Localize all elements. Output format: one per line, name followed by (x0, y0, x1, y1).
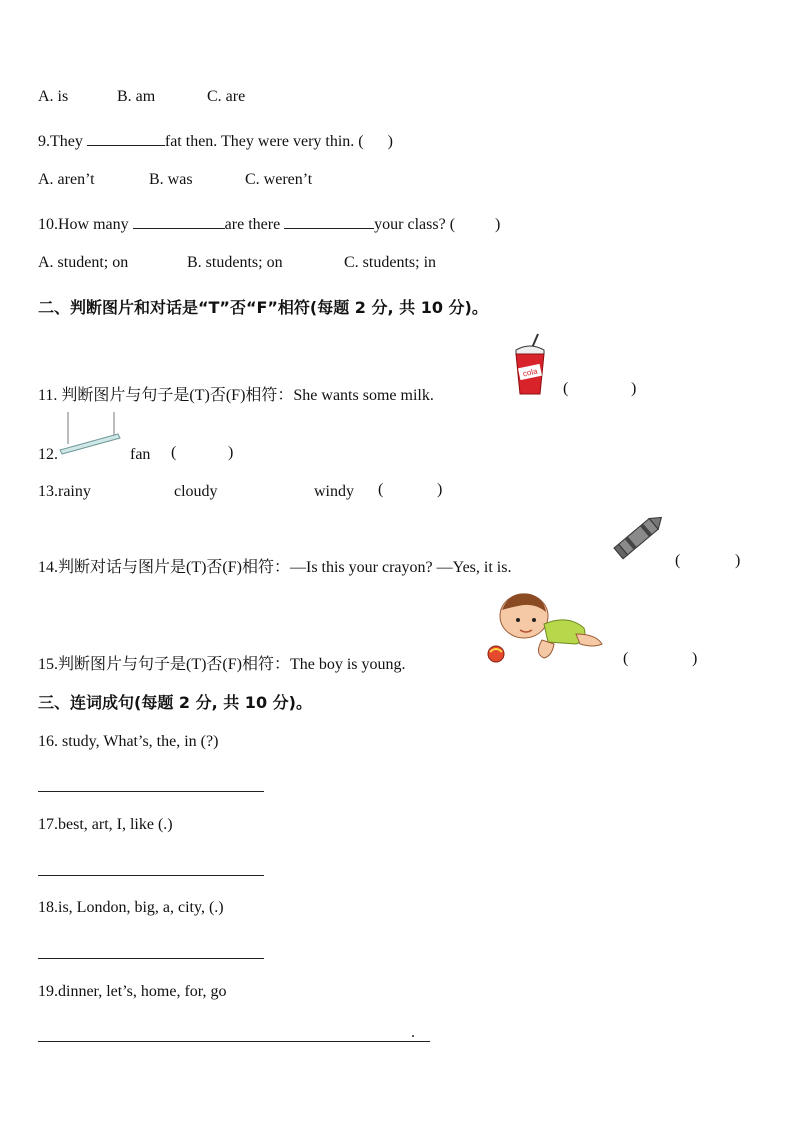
q10-option-b: B. students; on (187, 254, 283, 271)
q15-paren-open: ( (623, 650, 629, 667)
q12-word: fan (130, 446, 151, 463)
q12-paren-close: ) (228, 444, 234, 461)
q19-end-mark: . (411, 1024, 415, 1041)
q11-paren-open: ( (563, 380, 569, 397)
crawling-baby-image (484, 584, 608, 668)
q12-number: 12. (38, 446, 58, 463)
q15-paren-close: ) (692, 650, 698, 667)
q9-prefix: 9.They (38, 133, 87, 150)
q10-option-a: A. student; on (38, 254, 129, 271)
fluorescent-lamp-image (58, 410, 122, 460)
q14-text: 14.判断对话与图片是(T)否(F)相符：—Is this your crayon? —Yes, it is. (38, 559, 512, 576)
q9-blank[interactable] (87, 130, 165, 146)
q10-option-c: C. students; in (344, 254, 437, 271)
section-3-heading: 三、连词成句(每题 2 分, 共 10 分)。 (38, 693, 312, 712)
q14-paren-open: ( (675, 552, 681, 569)
q13-answer-space[interactable] (391, 481, 433, 499)
q16-text: 16. study, What’s, the, in (?) (38, 733, 219, 750)
q17-answer-line[interactable] (38, 875, 264, 876)
q8-option-b: B. am (117, 88, 156, 105)
q13-paren-open: ( (378, 481, 384, 498)
q11-answer-space[interactable] (576, 380, 628, 398)
q9-suffix: fat then. They were very thin. ( (164, 133, 364, 150)
q13-paren-close: ) (437, 481, 443, 498)
q9-option-b: B. was (149, 171, 193, 188)
crayon-image (608, 512, 664, 568)
q15-answer-space[interactable] (636, 650, 690, 668)
q9-paren-close: ) (387, 133, 393, 150)
q10-prefix: 10.How many (38, 216, 133, 233)
q13-word-3: windy (314, 483, 354, 500)
q17-text: 17.best, art, I, like (.) (38, 816, 173, 833)
q19-answer-line[interactable] (38, 1041, 430, 1042)
q14-paren-close: ) (735, 552, 741, 569)
q11-text: 11. 判断图片与句子是(T)否(F)相符：She wants some milk. (38, 387, 434, 404)
q18-answer-line[interactable] (38, 958, 264, 959)
q10-middle: are there (224, 216, 285, 233)
q13-word-2: cloudy (174, 483, 218, 500)
q16-answer-line[interactable] (38, 791, 264, 792)
q14-answer-space[interactable] (688, 552, 730, 570)
q18-text: 18.is, London, big, a, city, (.) (38, 899, 224, 916)
q15-text: 15.判断图片与句子是(T)否(F)相符：The boy is young. (38, 656, 406, 673)
q10-paren-close: ) (495, 216, 501, 233)
q8-option-a: A. is (38, 88, 69, 105)
cola-cup-image (510, 332, 550, 398)
q10-suffix: your class? ( (374, 216, 456, 233)
q10-blank-1[interactable] (133, 213, 225, 229)
q9-option-c: C. weren’t (245, 171, 313, 188)
q10-blank-2[interactable] (284, 213, 374, 229)
q12-answer-space[interactable] (184, 444, 224, 462)
q12-paren-open: ( (171, 444, 177, 461)
q9-option-a: A. aren’t (38, 171, 95, 188)
q19-text: 19.dinner, let’s, home, for, go (38, 983, 227, 1000)
q13-word-1: 13.rainy (38, 483, 91, 500)
question-9 (38, 130, 393, 151)
section-2-heading: 二、判断图片和对话是“T”否“F”相符(每题 2 分, 共 10 分)。 (38, 298, 488, 317)
q11-paren-close: ) (631, 380, 637, 397)
question-10 (38, 213, 500, 234)
cup-label: cola (521, 366, 539, 379)
q8-option-c: C. are (207, 88, 246, 105)
